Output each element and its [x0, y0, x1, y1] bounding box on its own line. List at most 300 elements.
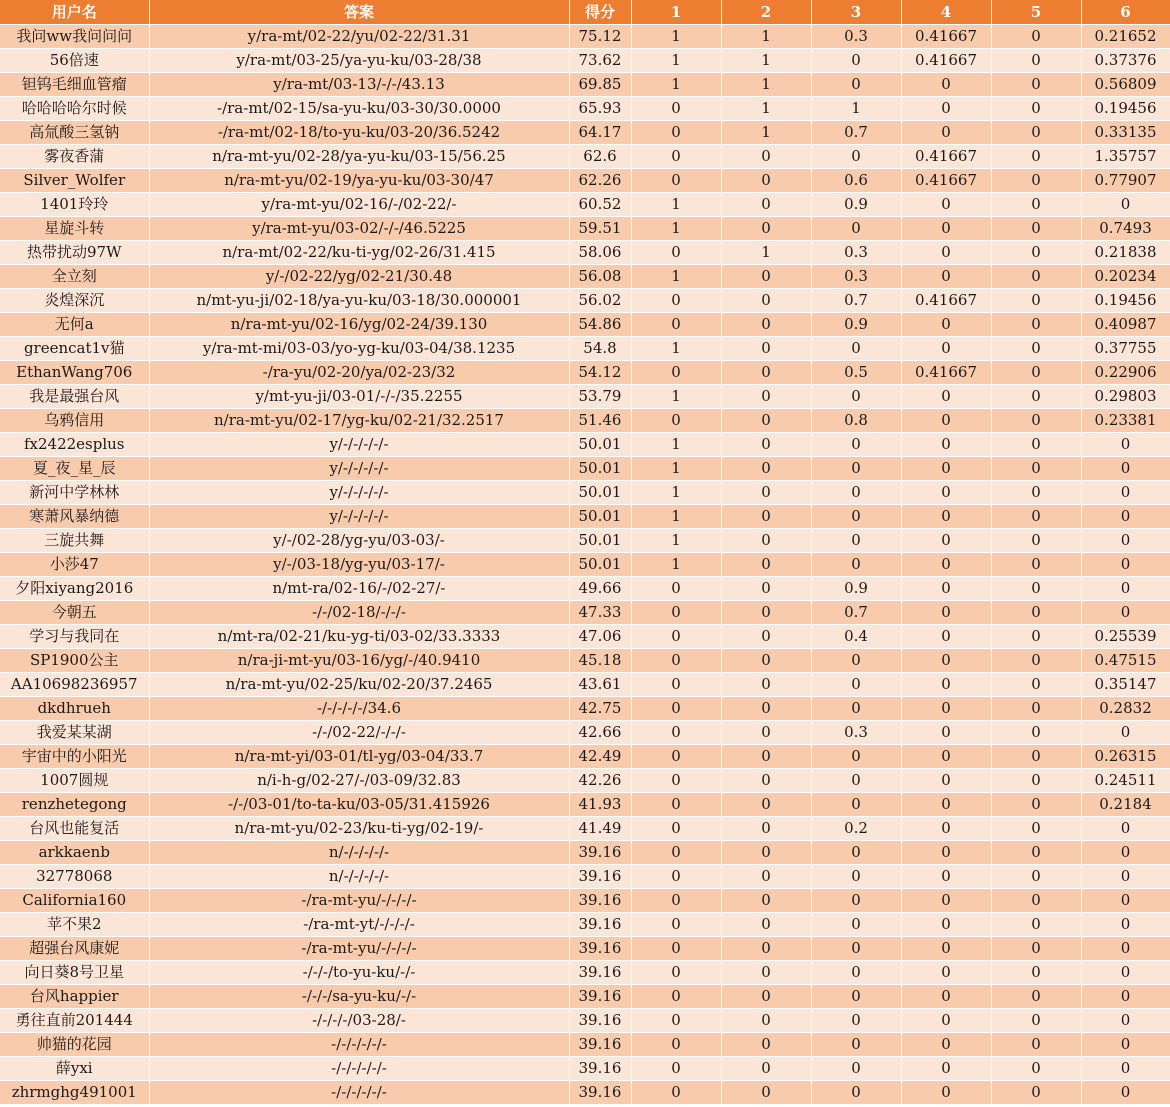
q1-cell: 0 [631, 721, 721, 745]
score-cell: 53.79 [569, 385, 631, 409]
username-cell: 炎煌深沉 [0, 289, 149, 313]
q2-cell: 0 [721, 577, 811, 601]
q6-cell: 0 [1081, 1009, 1170, 1033]
q2-cell: 0 [721, 481, 811, 505]
score-cell: 56.02 [569, 289, 631, 313]
q5-cell: 0 [991, 1081, 1081, 1105]
q6-cell: 0 [1081, 553, 1170, 577]
username-cell: 宇宙中的小阳光 [0, 745, 149, 769]
q2-cell: 0 [721, 625, 811, 649]
q4-cell: 0 [901, 769, 991, 793]
table-row [0, 505, 1170, 529]
q1-cell: 1 [631, 337, 721, 361]
table-row [0, 49, 1170, 73]
answer-cell: -/ra-mt/02-15/sa-yu-ku/03-30/30.0000 [149, 97, 569, 121]
q6-cell: 0.35147 [1081, 673, 1170, 697]
q4-cell: 0 [901, 601, 991, 625]
q1-cell: 0 [631, 241, 721, 265]
q2-cell: 0 [721, 697, 811, 721]
username-cell: zhrmghg491001 [0, 1081, 149, 1105]
q5-cell: 0 [991, 889, 1081, 913]
q3-cell: 0.7 [811, 289, 901, 313]
score-cell: 59.51 [569, 217, 631, 241]
q6-cell: 0.22906 [1081, 361, 1170, 385]
q6-cell: 0.20234 [1081, 265, 1170, 289]
q1-cell: 1 [631, 49, 721, 73]
q2-cell: 0 [721, 841, 811, 865]
q1-cell: 0 [631, 697, 721, 721]
q2-cell: 1 [721, 241, 811, 265]
q3-cell: 0 [811, 913, 901, 937]
q5-cell: 0 [991, 385, 1081, 409]
header-q1: 1 [631, 0, 721, 25]
answer-cell: n/-/-/-/-/- [149, 865, 569, 889]
q3-cell: 0 [811, 505, 901, 529]
username-cell: 三旋共舞 [0, 529, 149, 553]
answer-cell: n/mt-ra/02-16/-/02-27/- [149, 577, 569, 601]
q3-cell: 0 [811, 889, 901, 913]
q4-cell: 0.41667 [901, 49, 991, 73]
score-cell: 39.16 [569, 1057, 631, 1081]
username-cell: 1007圆规 [0, 769, 149, 793]
q6-cell: 0 [1081, 889, 1170, 913]
q5-cell: 0 [991, 505, 1081, 529]
q3-cell: 0 [811, 73, 901, 97]
table-row [0, 289, 1170, 313]
q5-cell: 0 [991, 241, 1081, 265]
q2-cell: 0 [721, 961, 811, 985]
username-cell: 苹不果2 [0, 913, 149, 937]
q4-cell: 0 [901, 745, 991, 769]
score-cell: 42.75 [569, 697, 631, 721]
table-row [0, 361, 1170, 385]
answer-cell: -/-/-/-/-/34.6 [149, 697, 569, 721]
answer-cell: n/ra-ji-mt-yu/03-16/yg/-/40.9410 [149, 649, 569, 673]
q2-cell: 0 [721, 265, 811, 289]
q6-cell: 1.35757 [1081, 145, 1170, 169]
q1-cell: 1 [631, 481, 721, 505]
q1-cell: 0 [631, 985, 721, 1009]
q4-cell: 0 [901, 697, 991, 721]
q5-cell: 0 [991, 817, 1081, 841]
q2-cell: 0 [721, 817, 811, 841]
q2-cell: 0 [721, 361, 811, 385]
q4-cell: 0 [901, 97, 991, 121]
q5-cell: 0 [991, 289, 1081, 313]
q3-cell: 0 [811, 433, 901, 457]
q5-cell: 0 [991, 985, 1081, 1009]
q6-cell: 0.37755 [1081, 337, 1170, 361]
q2-cell: 0 [721, 937, 811, 961]
q3-cell: 0.6 [811, 169, 901, 193]
q4-cell: 0 [901, 1033, 991, 1057]
q5-cell: 0 [991, 73, 1081, 97]
username-cell: fx2422esplus [0, 433, 149, 457]
q2-cell: 0 [721, 217, 811, 241]
q1-cell: 1 [631, 265, 721, 289]
username-cell: 56倍速 [0, 49, 149, 73]
q6-cell: 0.2832 [1081, 697, 1170, 721]
table-row [0, 769, 1170, 793]
q6-cell: 0 [1081, 529, 1170, 553]
table-row [0, 385, 1170, 409]
q3-cell: 1 [811, 97, 901, 121]
q4-cell: 0.41667 [901, 145, 991, 169]
table-row [0, 985, 1170, 1009]
score-cell: 39.16 [569, 913, 631, 937]
q2-cell: 1 [721, 25, 811, 49]
username-cell: 超强台风康妮 [0, 937, 149, 961]
q6-cell: 0 [1081, 505, 1170, 529]
q4-cell: 0 [901, 577, 991, 601]
score-cell: 51.46 [569, 409, 631, 433]
q5-cell: 0 [991, 169, 1081, 193]
q2-cell: 0 [721, 913, 811, 937]
q1-cell: 0 [631, 1033, 721, 1057]
table-row [0, 649, 1170, 673]
username-cell: 钽钨毛细血管瘤 [0, 73, 149, 97]
table-row [0, 265, 1170, 289]
q1-cell: 0 [631, 1009, 721, 1033]
table-row [0, 169, 1170, 193]
q1-cell: 0 [631, 1081, 721, 1105]
q3-cell: 0 [811, 673, 901, 697]
q4-cell: 0 [901, 889, 991, 913]
username-cell: 夏_夜_星_辰 [0, 457, 149, 481]
username-cell: 向日葵8号卫星 [0, 961, 149, 985]
q5-cell: 0 [991, 793, 1081, 817]
username-cell: 无何a [0, 313, 149, 337]
q4-cell: 0 [901, 913, 991, 937]
username-cell: 我爱某某湖 [0, 721, 149, 745]
q6-cell: 0.19456 [1081, 289, 1170, 313]
score-cell: 60.52 [569, 193, 631, 217]
username-cell: renzhetegong [0, 793, 149, 817]
username-cell: 小莎47 [0, 553, 149, 577]
q6-cell: 0 [1081, 193, 1170, 217]
q1-cell: 0 [631, 649, 721, 673]
q1-cell: 1 [631, 433, 721, 457]
q2-cell: 0 [721, 553, 811, 577]
q1-cell: 0 [631, 937, 721, 961]
q6-cell: 0 [1081, 1057, 1170, 1081]
q3-cell: 0.3 [811, 265, 901, 289]
q2-cell: 0 [721, 193, 811, 217]
table-row [0, 337, 1170, 361]
q2-cell: 0 [721, 337, 811, 361]
q6-cell: 0.33135 [1081, 121, 1170, 145]
q6-cell: 0.77907 [1081, 169, 1170, 193]
q4-cell: 0 [901, 985, 991, 1009]
answer-cell: y/-/-/-/-/- [149, 481, 569, 505]
q6-cell: 0 [1081, 601, 1170, 625]
username-cell: AA10698236957 [0, 673, 149, 697]
q4-cell: 0.41667 [901, 289, 991, 313]
q6-cell: 0 [1081, 577, 1170, 601]
answer-cell: -/ra-mt-yu/-/-/-/- [149, 889, 569, 913]
q5-cell: 0 [991, 649, 1081, 673]
score-cell: 75.12 [569, 25, 631, 49]
q4-cell: 0 [901, 385, 991, 409]
answer-cell: -/ra-mt-yt/-/-/-/- [149, 913, 569, 937]
score-cell: 39.16 [569, 985, 631, 1009]
q5-cell: 0 [991, 337, 1081, 361]
q4-cell: 0.41667 [901, 361, 991, 385]
table-row [0, 721, 1170, 745]
q2-cell: 0 [721, 385, 811, 409]
score-cell: 50.01 [569, 505, 631, 529]
q4-cell: 0 [901, 865, 991, 889]
table-row [0, 961, 1170, 985]
q2-cell: 0 [721, 649, 811, 673]
score-cell: 64.17 [569, 121, 631, 145]
q2-cell: 0 [721, 721, 811, 745]
q2-cell: 0 [721, 289, 811, 313]
score-cell: 73.62 [569, 49, 631, 73]
answer-cell: -/-/-/sa-yu-ku/-/- [149, 985, 569, 1009]
q2-cell: 0 [721, 433, 811, 457]
q3-cell: 0.3 [811, 241, 901, 265]
table-body [0, 25, 1170, 1105]
q2-cell: 0 [721, 457, 811, 481]
q2-cell: 0 [721, 1009, 811, 1033]
table-row [0, 1057, 1170, 1081]
q4-cell: 0 [901, 121, 991, 145]
score-cell: 41.93 [569, 793, 631, 817]
answer-cell: y/-/-/-/-/- [149, 433, 569, 457]
header-q6: 6 [1081, 0, 1170, 25]
answer-cell: y/ra-mt-mi/03-03/yo-yg-ku/03-04/38.1235 [149, 337, 569, 361]
q1-cell: 0 [631, 313, 721, 337]
q3-cell: 0 [811, 697, 901, 721]
q3-cell: 0.9 [811, 577, 901, 601]
answer-cell: y/mt-yu-ji/03-01/-/-/35.2255 [149, 385, 569, 409]
q1-cell: 0 [631, 121, 721, 145]
score-cell: 47.06 [569, 625, 631, 649]
q5-cell: 0 [991, 841, 1081, 865]
q4-cell: 0 [901, 529, 991, 553]
table-row [0, 697, 1170, 721]
table-row [0, 793, 1170, 817]
q4-cell: 0 [901, 649, 991, 673]
username-cell: 星旋斗转 [0, 217, 149, 241]
header-q5: 5 [991, 0, 1081, 25]
username-cell: 帅猫的花园 [0, 1033, 149, 1057]
answer-cell: n/ra-mt-yu/02-28/ya-yu-ku/03-15/56.25 [149, 145, 569, 169]
q4-cell: 0 [901, 1009, 991, 1033]
q5-cell: 0 [991, 769, 1081, 793]
answer-cell: n/i-h-g/02-27/-/03-09/32.83 [149, 769, 569, 793]
username-cell: EthanWang706 [0, 361, 149, 385]
answer-cell: y/ra-mt-yu/03-02/-/-/46.5225 [149, 217, 569, 241]
q1-cell: 0 [631, 889, 721, 913]
q5-cell: 0 [991, 937, 1081, 961]
q3-cell: 0 [811, 769, 901, 793]
q3-cell: 0 [811, 1009, 901, 1033]
q2-cell: 0 [721, 673, 811, 697]
q5-cell: 0 [991, 745, 1081, 769]
table-row [0, 193, 1170, 217]
q1-cell: 0 [631, 409, 721, 433]
q4-cell: 0 [901, 1081, 991, 1105]
q3-cell: 0 [811, 553, 901, 577]
table-row [0, 937, 1170, 961]
score-cell: 62.6 [569, 145, 631, 169]
table-row [0, 1009, 1170, 1033]
q2-cell: 0 [721, 169, 811, 193]
table-row [0, 121, 1170, 145]
username-cell: 高氚酸三氢钠 [0, 121, 149, 145]
q4-cell: 0 [901, 481, 991, 505]
username-cell: arkkaenb [0, 841, 149, 865]
table-row [0, 97, 1170, 121]
score-cell: 50.01 [569, 553, 631, 577]
q6-cell: 0.56809 [1081, 73, 1170, 97]
q2-cell: 0 [721, 865, 811, 889]
table-row [0, 1033, 1170, 1057]
q4-cell: 0.41667 [901, 25, 991, 49]
q5-cell: 0 [991, 673, 1081, 697]
answer-cell: n/ra-mt/02-22/ku-ti-yg/02-26/31.415 [149, 241, 569, 265]
q3-cell: 0 [811, 481, 901, 505]
q6-cell: 0 [1081, 433, 1170, 457]
answer-cell: n/-/-/-/-/- [149, 841, 569, 865]
header-username: 用户名 [0, 0, 149, 25]
score-cell: 39.16 [569, 961, 631, 985]
q4-cell: 0 [901, 433, 991, 457]
username-cell: 台风happier [0, 985, 149, 1009]
score-cell: 39.16 [569, 889, 631, 913]
header-answer: 答案 [149, 0, 569, 25]
username-cell: California160 [0, 889, 149, 913]
table-row [0, 457, 1170, 481]
q3-cell: 0 [811, 529, 901, 553]
q1-cell: 1 [631, 553, 721, 577]
username-cell: 勇往直前201444 [0, 1009, 149, 1033]
q4-cell: 0 [901, 265, 991, 289]
q3-cell: 0 [811, 841, 901, 865]
q6-cell: 0.25539 [1081, 625, 1170, 649]
score-cell: 47.33 [569, 601, 631, 625]
q6-cell: 0 [1081, 817, 1170, 841]
table-row [0, 145, 1170, 169]
q6-cell: 0.29803 [1081, 385, 1170, 409]
q3-cell: 0.3 [811, 25, 901, 49]
q5-cell: 0 [991, 97, 1081, 121]
table-row [0, 745, 1170, 769]
q6-cell: 0 [1081, 961, 1170, 985]
q2-cell: 1 [721, 121, 811, 145]
username-cell: 夕阳xiyang2016 [0, 577, 149, 601]
username-cell: 我是最强台风 [0, 385, 149, 409]
q2-cell: 0 [721, 769, 811, 793]
score-cell: 42.66 [569, 721, 631, 745]
q4-cell: 0 [901, 337, 991, 361]
score-cell: 49.66 [569, 577, 631, 601]
q6-cell: 0.47515 [1081, 649, 1170, 673]
q6-cell: 0 [1081, 481, 1170, 505]
username-cell: 32778068 [0, 865, 149, 889]
q1-cell: 0 [631, 625, 721, 649]
answer-cell: y/-/02-28/yg-yu/03-03/- [149, 529, 569, 553]
q1-cell: 0 [631, 745, 721, 769]
table-row [0, 817, 1170, 841]
answer-cell: -/-/-/-/-/- [149, 1033, 569, 1057]
score-cell: 56.08 [569, 265, 631, 289]
table-row [0, 313, 1170, 337]
q1-cell: 0 [631, 1057, 721, 1081]
username-cell: 哈哈哈哈尔时候 [0, 97, 149, 121]
score-cell: 39.16 [569, 1033, 631, 1057]
q5-cell: 0 [991, 601, 1081, 625]
q3-cell: 0 [811, 793, 901, 817]
answer-cell: -/-/-/-/-/- [149, 1057, 569, 1081]
answer-cell: -/-/03-01/to-ta-ku/03-05/31.415926 [149, 793, 569, 817]
q1-cell: 1 [631, 505, 721, 529]
q4-cell: 0 [901, 817, 991, 841]
answer-cell: y/ra-mt/03-25/ya-yu-ku/03-28/38 [149, 49, 569, 73]
q1-cell: 0 [631, 289, 721, 313]
q1-cell: 1 [631, 217, 721, 241]
q3-cell: 0 [811, 457, 901, 481]
q5-cell: 0 [991, 1009, 1081, 1033]
q1-cell: 0 [631, 817, 721, 841]
q6-cell: 0.40987 [1081, 313, 1170, 337]
q6-cell: 0.24511 [1081, 769, 1170, 793]
q6-cell: 0.26315 [1081, 745, 1170, 769]
score-cell: 54.86 [569, 313, 631, 337]
answer-cell: -/-/-/-/-/- [149, 1081, 569, 1105]
username-cell: 寒萧风暴纳德 [0, 505, 149, 529]
username-cell: 新河中学林林 [0, 481, 149, 505]
q5-cell: 0 [991, 913, 1081, 937]
q3-cell: 0 [811, 49, 901, 73]
answer-cell: n/mt-ra/02-21/ku-yg-ti/03-02/33.3333 [149, 625, 569, 649]
answer-cell: y/-/-/-/-/- [149, 457, 569, 481]
q4-cell: 0 [901, 673, 991, 697]
q3-cell: 0.7 [811, 121, 901, 145]
q4-cell: 0 [901, 241, 991, 265]
q2-cell: 0 [721, 313, 811, 337]
q4-cell: 0 [901, 505, 991, 529]
q3-cell: 0.9 [811, 313, 901, 337]
q1-cell: 0 [631, 961, 721, 985]
header-q3: 3 [811, 0, 901, 25]
q2-cell: 0 [721, 1033, 811, 1057]
table-row [0, 529, 1170, 553]
q4-cell: 0 [901, 457, 991, 481]
table-row [0, 601, 1170, 625]
q3-cell: 0 [811, 985, 901, 1009]
score-cell: 50.01 [569, 433, 631, 457]
q4-cell: 0 [901, 553, 991, 577]
q6-cell: 0.23381 [1081, 409, 1170, 433]
table-row [0, 673, 1170, 697]
username-cell: 全立刻 [0, 265, 149, 289]
q6-cell: 0 [1081, 457, 1170, 481]
q3-cell: 0 [811, 1081, 901, 1105]
q4-cell: 0 [901, 937, 991, 961]
q5-cell: 0 [991, 577, 1081, 601]
table-row [0, 625, 1170, 649]
q5-cell: 0 [991, 25, 1081, 49]
q6-cell: 0 [1081, 865, 1170, 889]
q1-cell: 0 [631, 769, 721, 793]
table-row [0, 553, 1170, 577]
score-cell: 58.06 [569, 241, 631, 265]
q5-cell: 0 [991, 1033, 1081, 1057]
username-cell: 台风也能复活 [0, 817, 149, 841]
